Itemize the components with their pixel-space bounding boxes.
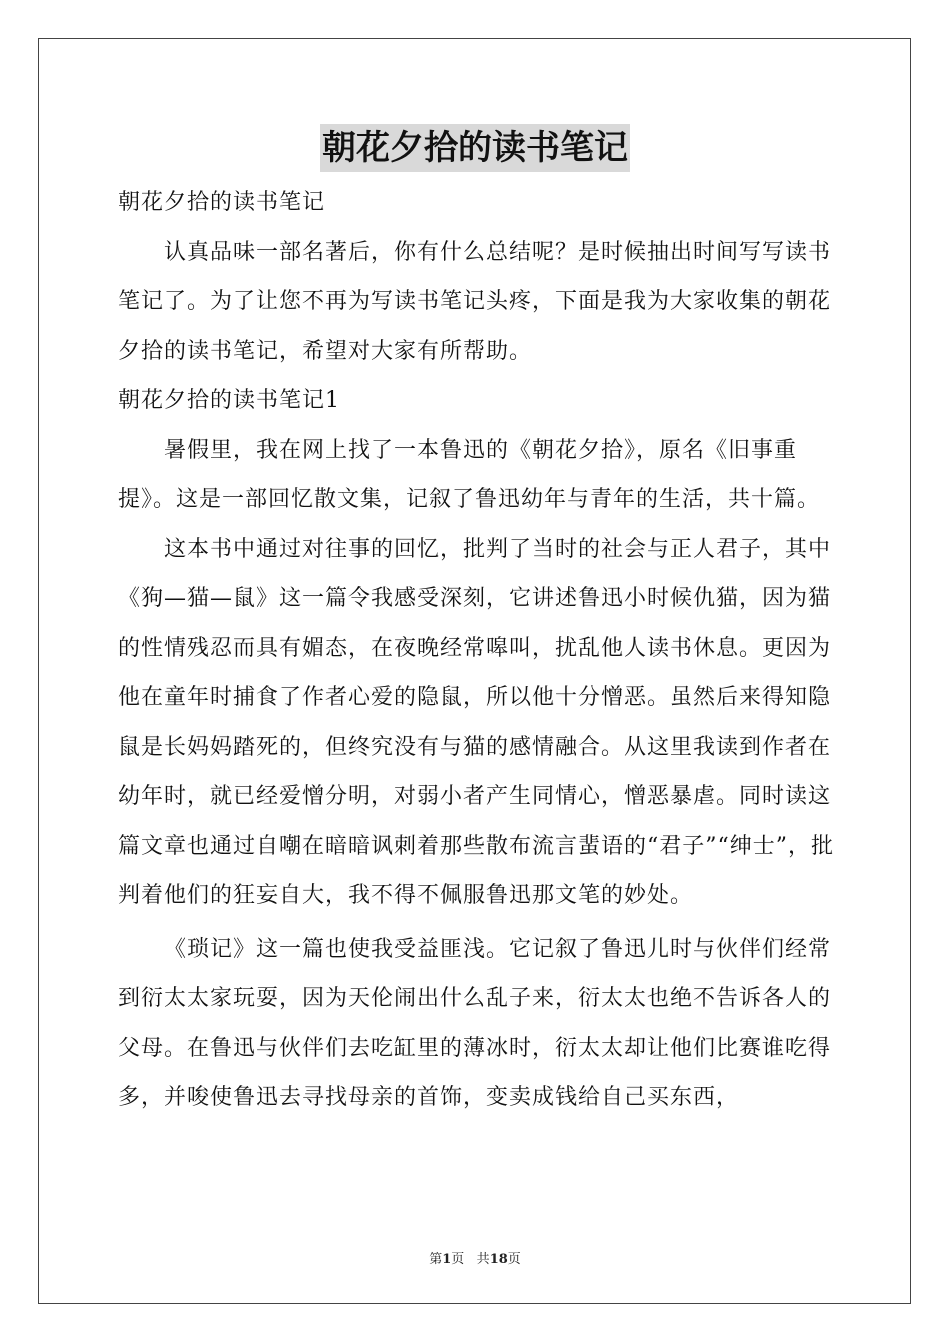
document-subtitle: 朝花夕拾的读书笔记	[118, 190, 326, 215]
page-footer	[0, 1248, 950, 1267]
title-wrap	[0, 124, 950, 172]
total-prefix: 共	[476, 1252, 490, 1267]
total-suffix: 页	[507, 1252, 521, 1267]
document-title: 朝花夕拾的读书笔记	[320, 124, 630, 172]
intro-paragraph: 认真品味一部名著后，你有什么总结呢？是时候抽出时间写写读书笔记了。为了让您不再为写读书笔记头疼，下面是我为大家收集的朝花夕拾的读书笔记，希望对大家有所帮助。	[118, 239, 832, 364]
page-number: 1	[442, 1252, 452, 1267]
page-suffix: 页	[451, 1252, 465, 1267]
section-paragraph-1: 暑假里，我在网上找了一本鲁迅的《朝花夕拾》，原名《旧事重提》。这是一部回忆散文集，记叙了鲁迅幼年与青年的生活，共十篇。	[118, 437, 821, 512]
document-body	[118, 178, 834, 1123]
section-paragraph-2: 这本书中通过对往事的回忆，批判了当时的社会与正人君子，其中《狗—猫—鼠》这一篇令我感受深刻，它讲述鲁迅小时候仇猫，因为猫的性情残忍而具有媚态，在夜晚经常嗥叫，扰乱他人读书休息。更因为他在童年时捕食了作者心爱的隐鼠，所以他十分憎恶。虽然后来得知隐鼠是长妈妈踏死的，但终究没有与猫的感情融合。从这里我读到作者在幼年时，就已经爱憎分明，对弱小者产生同情心，憎恶暴虐。同时读这篇文章也通过自嘲在暗暗讽刺着那些散布流言蜚语的“君子”“绅士”，批判着他们的狂妄自大，我不得不佩服鲁迅那文笔的妙处。	[118, 536, 834, 908]
section-paragraph-3: 《琐记》这一篇也使我受益匪浅。它记叙了鲁迅儿时与伙伴们经常到衍太太家玩耍，因为天伦闹出什么乱子来，衍太太也绝不告诉各人的父母。在鲁迅与伙伴们去吃缸里的薄冰时，衍太太却让他们比赛谁吃得多，并唆使鲁迅去寻找母亲的首饰，变卖成钱给自己买东西，	[118, 936, 832, 1110]
page-prefix: 第	[429, 1252, 443, 1267]
section-heading: 朝花夕拾的读书笔记1	[118, 388, 340, 413]
total-pages: 18	[489, 1252, 508, 1267]
